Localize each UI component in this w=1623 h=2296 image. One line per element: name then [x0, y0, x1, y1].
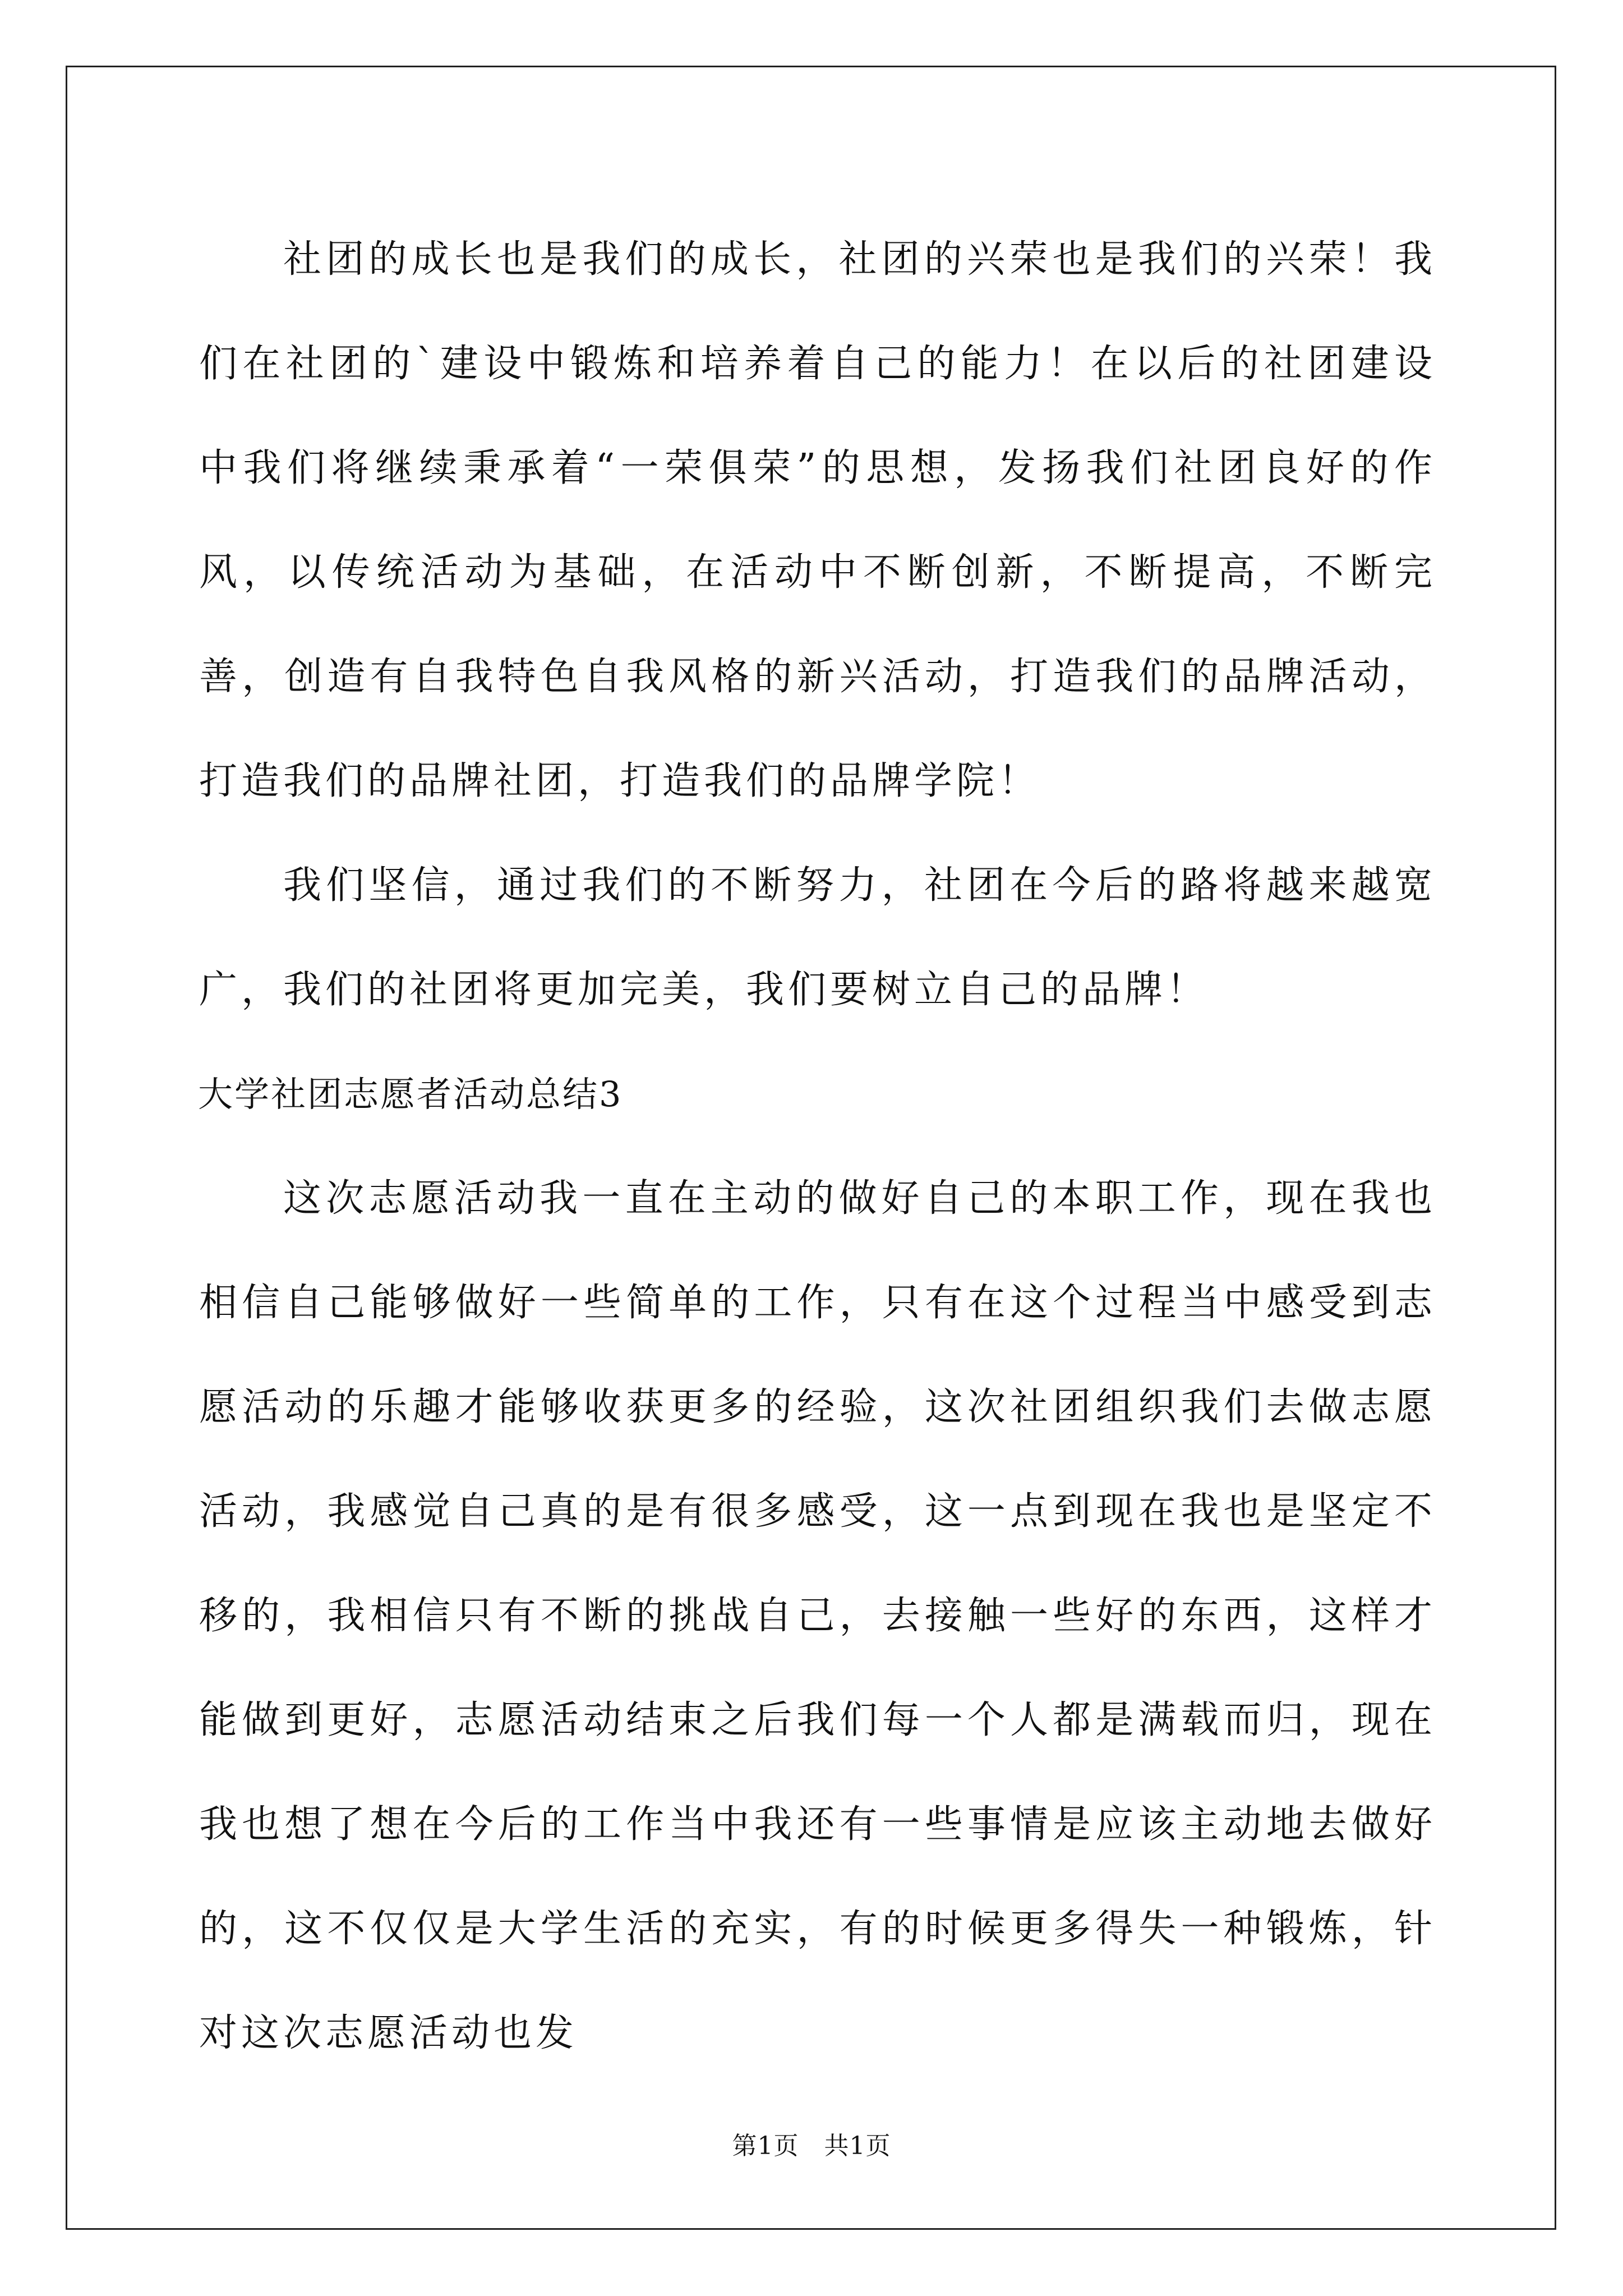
paragraph-1: 社团的成长也是我们的成长，社团的兴荣也是我们的兴荣！我们在社团的`建设中锻炼和培养着自己的能力！在以后的社团建设中我们将继续秉承着“一荣俱荣”的思想，发扬我们社团良好的作风，以传统活动为基础，在活动中不断创新，不断提高，不断完善，创造有自我特色自我风格的新兴活动，打造我们的品牌活动，打造我们的品牌社团，打造我们的品牌学院！ [199, 237, 1436, 803]
section-heading: 大学社团志愿者活动总结3 [198, 1074, 623, 1115]
paragraph-3: 这次志愿活动我一直在主动的做好自己的本职工作，现在我也相信自己能够做好一些简单的工作，只有在这个过程当中感受到志愿活动的乐趣才能够收获更多的经验，这次社团组织我们去做志愿活动，我感觉自己真的是有很多感受，这一点到现在我也是坚定不移的，我相信只有不断的挑战自己，去接触一些好的东西，这样才能做到更好，志愿活动结束之后我们每一个人都是满载而归，现在我也想了想在今后的工作当中我还有一些事情是应该主动地去做好的，这不仅仅是大学生活的充实，有的时候更多得失一种锻炼，针对这次志愿活动也发 [199, 1176, 1436, 2055]
paragraph-2: 我们坚信，通过我们的不断努力，社团在今后的路将越来越宽广，我们的社团将更加完美，我们要树立自己的品牌！ [199, 863, 1436, 1012]
document-body [199, 208, 1436, 2086]
page-footer: 第1页 共1页 [732, 2132, 891, 2160]
